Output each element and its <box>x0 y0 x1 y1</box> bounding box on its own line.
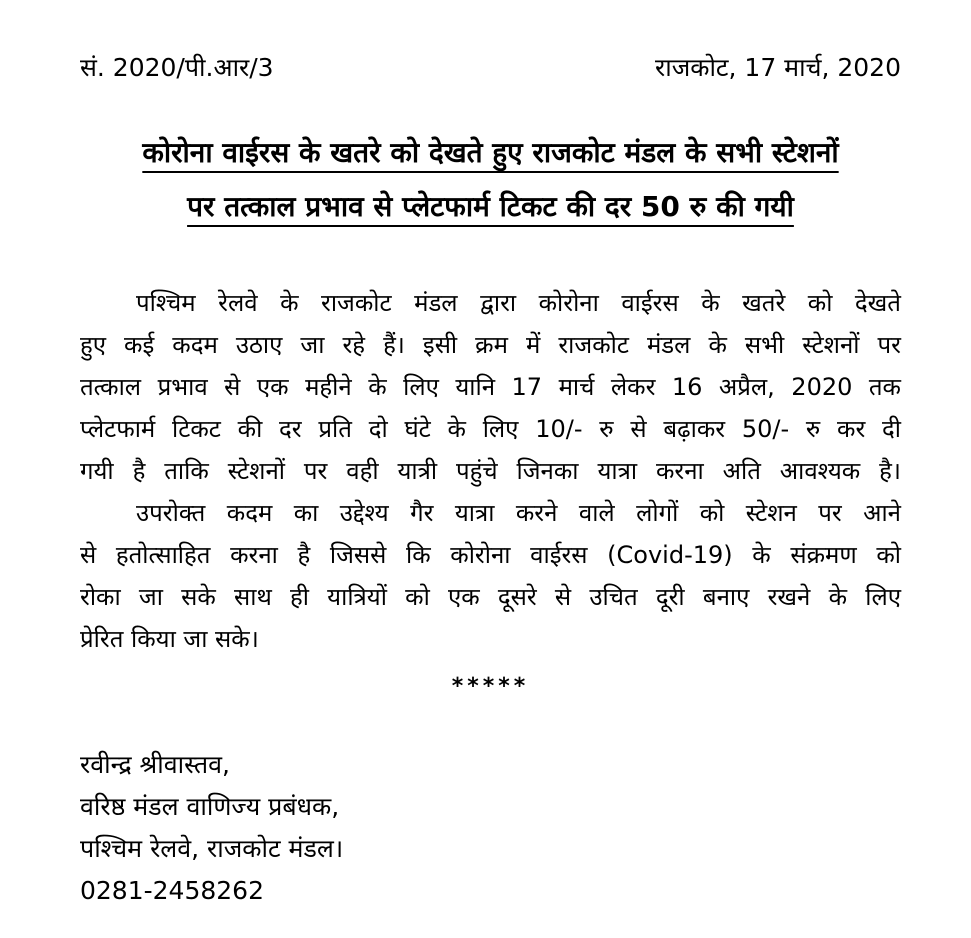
document-body <box>80 282 901 660</box>
paragraph-2-line-4: प्रेरित किया जा सके। <box>80 625 259 653</box>
paragraph-2-line-1: उपरोक्त कदम का उद्देश्य गैर यात्रा करने वाले लोगों को स्टेशन पर आने <box>136 499 901 527</box>
contact-phone-number: 0281-2458262 <box>80 876 264 905</box>
paragraph-1-line-2: हुए कई कदम उठाए जा रहे हैं। इसी क्रम में राजकोट मंडल के सभी स्टेशनों पर <box>80 331 901 359</box>
paragraph-1-line-5: गयी है ताकि स्टेशनों पर वही यात्री पहुंचे जिनका यात्रा करना अति आवश्यक है। <box>80 457 901 485</box>
signatory-designation: वरिष्ठ मंडल वाणिज्य प्रबंधक, <box>80 792 340 821</box>
signatory-organization: पश्चिम रेलवे, राजकोट मंडल। <box>80 834 344 863</box>
signature-block <box>80 744 901 912</box>
paragraph-1 <box>80 282 901 492</box>
place-and-date: राजकोट, 17 मार्च, 2020 <box>655 53 901 82</box>
document-title-line-2: पर तत्काल प्रभाव से प्लेटफार्म टिकट की दर 50 रु की गयी <box>187 190 794 223</box>
asterisk-separator: ***** <box>451 674 530 699</box>
paragraph-2-line-3: रोका जा सके साथ ही यात्रियों को एक दूसरे से उचित दूरी बनाए रखने के लिए <box>80 583 901 611</box>
paragraph-1-line-1: पश्चिम रेलवे के राजकोट मंडल द्वारा कोरोना वाईरस के खतरे को देखते <box>136 289 901 317</box>
paragraph-2 <box>80 492 901 660</box>
paragraph-1-line-3: तत्काल प्रभाव से एक महीने के लिए यानि 17 मार्च लेकर 16 अप्रैल, 2020 तक <box>80 373 901 401</box>
reference-number: सं. 2020/पी.आर/3 <box>80 53 274 82</box>
paragraph-2-line-2: से हतोत्साहित करना है जिससे कि कोरोना वाईरस (Covid-19) के संक्रमण को <box>80 541 901 569</box>
document-title-line-1: कोरोना वाईरस के खतरे को देखते हुए राजकोट मंडल के सभी स्टेशनों <box>142 136 839 169</box>
signatory-name: रवीन्द्र श्रीवास्तव, <box>80 750 230 779</box>
paragraph-1-line-4: प्लेटफार्म टिकट की दर प्रति दो घंटे के लिए 10/- रु से बढ़ाकर 50/- रु कर दी <box>80 415 901 443</box>
document-header-row <box>80 52 901 84</box>
document-title <box>92 126 889 234</box>
